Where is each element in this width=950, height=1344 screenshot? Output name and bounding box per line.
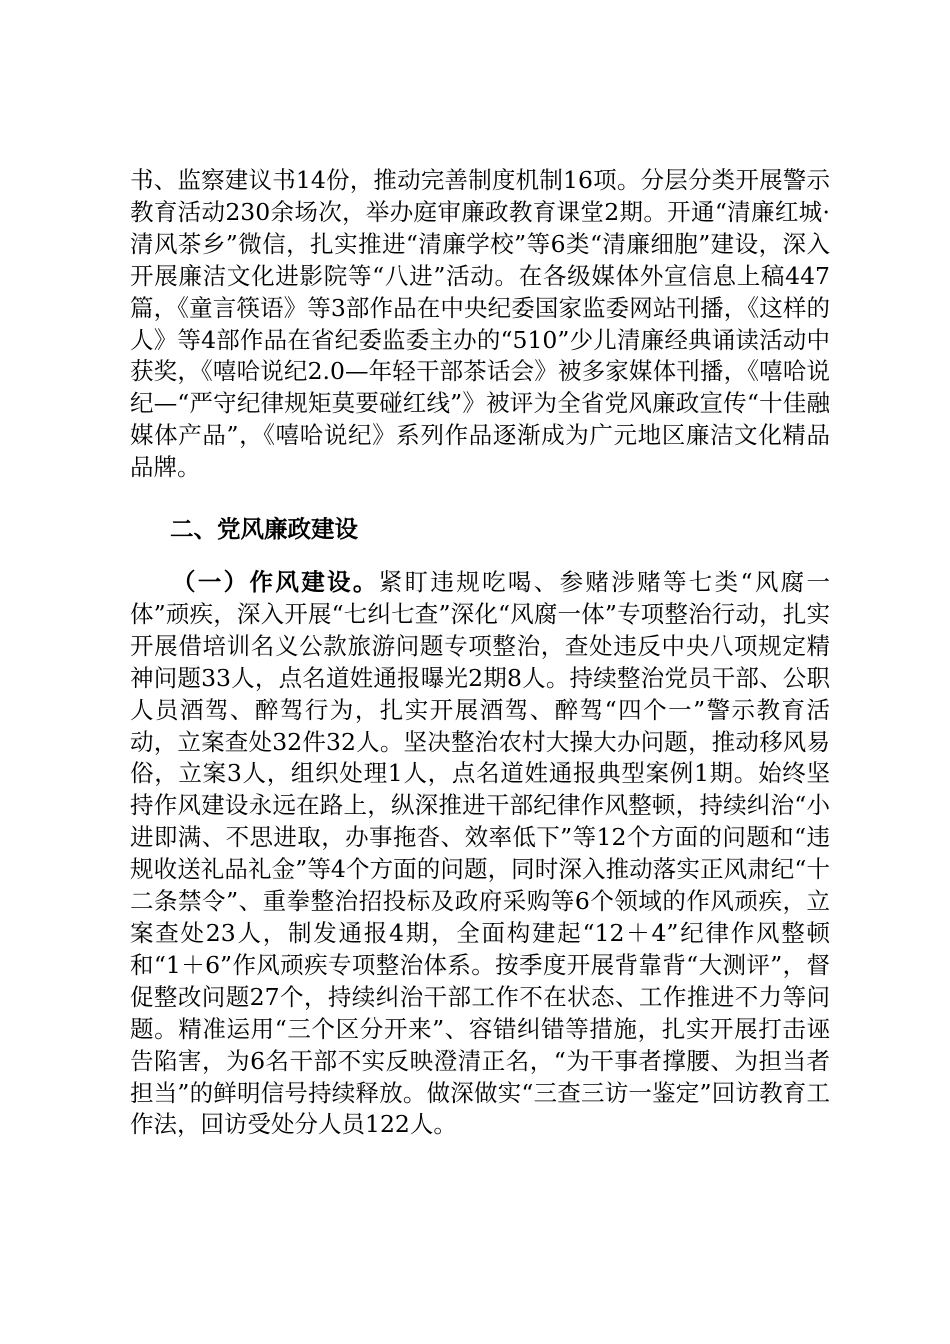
section-heading: 二、党风廉政建设	[170, 515, 358, 543]
paragraph-body-text: 紧盯违规吃喝、参赌涉赌等七类“风腐一体”顽疾，深入开展“七纠七查”深化“风腐一体”专项整治行动，扎实开展借培训名义公款旅游问题专项整治，查处违反中央八项规定精神问题33人，点名道姓通报曝光2期8人。持续整治党员干部、公职人员酒驾、醉驾行为，扎实开展酒驾、醉驾“四个一”警示教育活动，立案查处32件32人。坚决整治农村大操大办问题，推动移风易俗，立案3人，组织处理1人，点名道姓通报典型案例1期。始终坚持作风建设永远在路上，纵深推进干部纪律作风整顿，持续纠治“小进即满、不思进取，办事拖沓、效率低下”等12个方面的问题和“违规收送礼品礼金”等4个方面的问题，同时深入推动落实正风肃纪“十二条禁令”、重拳整治招投标及政府采购等6个领域的作风顽疾，立案查处23人，制发通报4期，全面构建起“12＋4”纪律作风整顿和“1＋6”作风顽疾专项整治体系。按季度开展背靠背“大测评”，督促整改问题27个，持续纠治干部工作不在状态、工作推进不力等问题。精准运用“三个区分开来”、容错纠错等措施，扎实开展打击诬告陷害，为6名干部不实反映澄清正名，“为干事者撑腰、为担当者担当”的鲜明信号持续释放。做深做实“三查三访一鉴定”回访教育工作法，回访受处分人员122人。	[130, 568, 831, 1139]
paragraph-lead-title: （一）作风建设。	[172, 568, 379, 596]
body-paragraph-continued: 书、监察建议书14份，推动完善制度机制16项。分层分类开展警示教育活动230余场次，举办庭审廉政教育课堂2期。开通“清廉红城·清风茶乡”微信，扎实推进“清廉学校”等6类“清廉细胞”建设，深入开展廉洁文化进影院等“八进”活动。在各级媒体外宣信息上稿447篇，《童言筷语》等3部作品在中央纪委国家监委网站刊播，《这样的人》等4部作品在省纪委监委主办的“510”少儿清廉经典诵读活动中获奖，《嘻哈说纪2.0—年轻干部茶话会》被多家媒体刊播，《嘻哈说纪—“严守纪律规矩莫要碰红线”》被评为全省党风廉政宣传“十佳融媒体产品”，《嘻哈说纪》系列作品逐渐成为广元地区廉洁文化精品品牌。	[130, 166, 830, 482]
body-paragraph-work-style	[130, 567, 830, 1141]
